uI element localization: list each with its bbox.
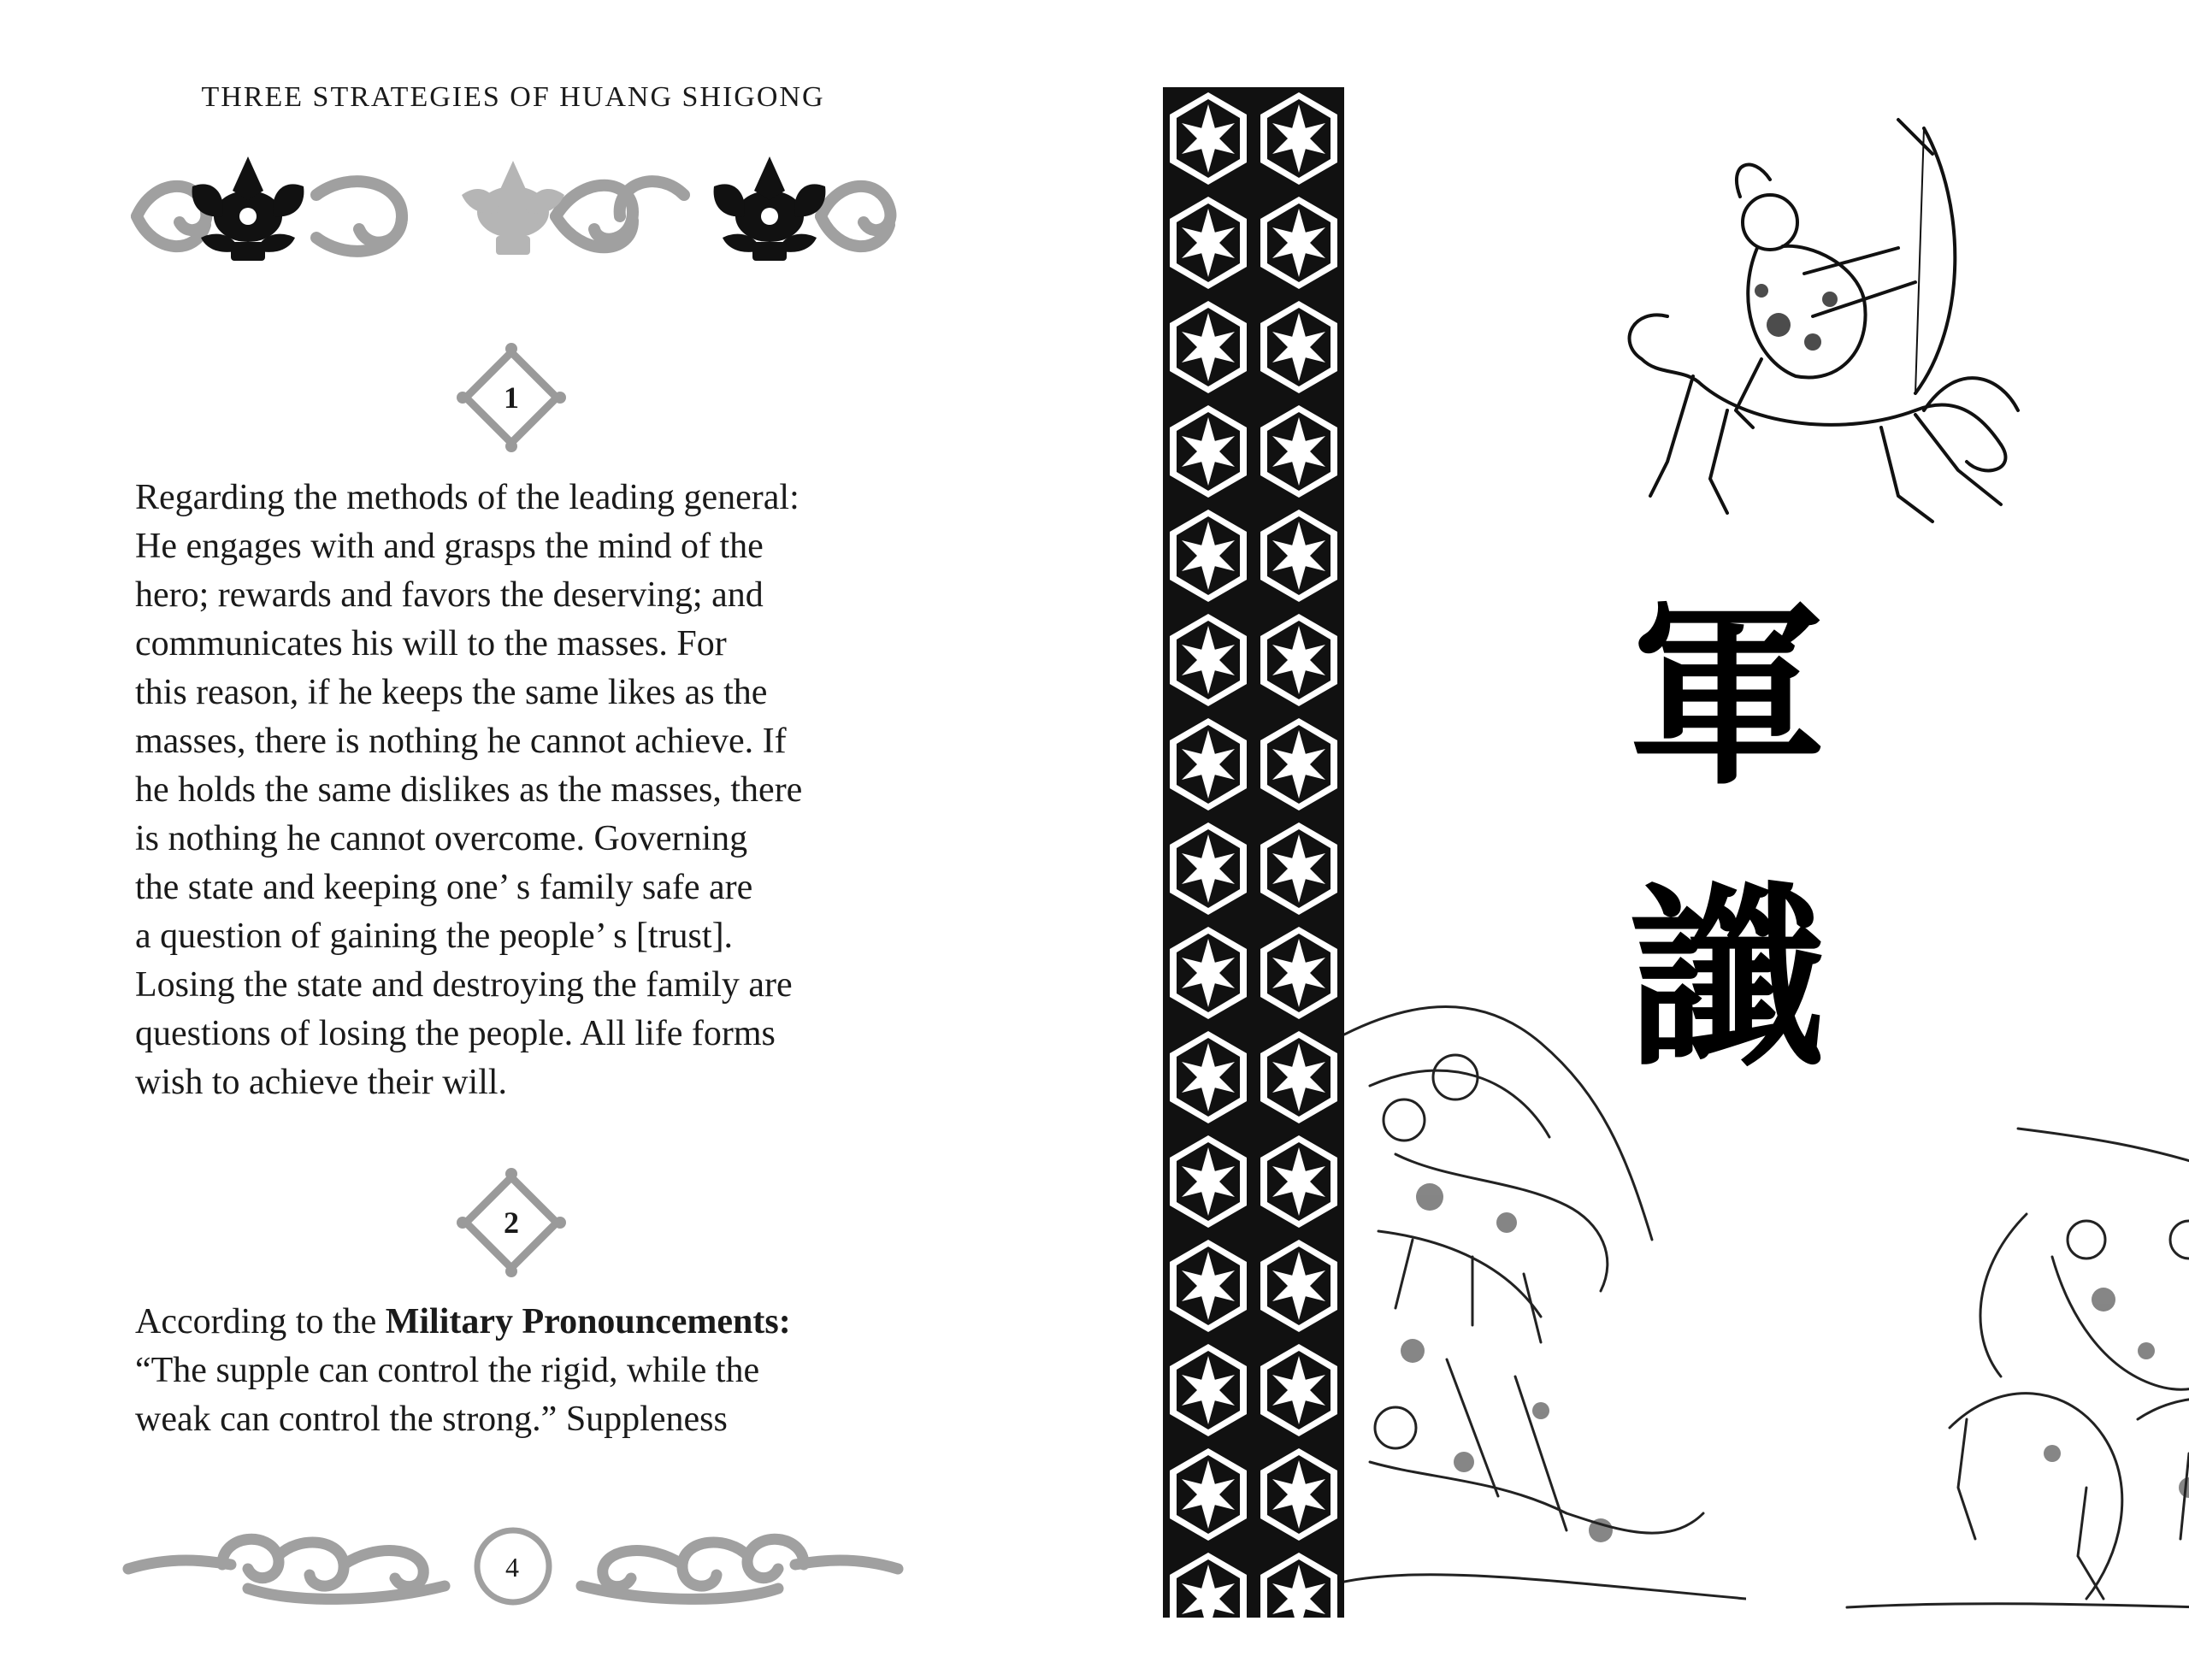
text-line: communicates his will to the masses. For — [135, 624, 727, 663]
text-line: he holds the same dislikes as the masses, there — [135, 770, 803, 810]
text-line: the state and keeping one’ s family safe are — [135, 868, 753, 907]
running-head: THREE STRATEGIES OF HUANG SHIGONG — [201, 81, 825, 113]
text-line: He engages with and grasps the mind of the — [135, 527, 764, 566]
section-number-2 — [456, 1167, 567, 1278]
section-number-label: 2 — [504, 1205, 519, 1240]
text-line: hero; rewards and favors the deserving; and — [135, 575, 764, 615]
section-1-paragraph — [135, 474, 922, 1107]
lotus-scroll-ornament-icon — [120, 144, 906, 272]
battle-scene-illustration-left — [1344, 983, 1746, 1618]
battle-scene-illustration-right — [1744, 1009, 2189, 1618]
text-line: questions of losing the people. All life forms — [135, 1014, 776, 1053]
page-number: 4 — [505, 1552, 519, 1583]
text-line: is nothing he cannot overcome. Governing — [135, 819, 748, 858]
source-title: Military Pronouncements: — [385, 1302, 791, 1341]
text-line: wish to achieve their will. — [135, 1063, 508, 1102]
text-line: “The supple can control the rigid, while the — [135, 1351, 760, 1390]
text-line: Losing the state and destroying the family are — [135, 965, 793, 1005]
calligraphy-character-2: 讖 — [1628, 864, 1826, 1094]
right-page — [1094, 0, 2189, 1680]
intro-text: According to the — [135, 1302, 386, 1341]
section-number-1 — [456, 342, 567, 453]
text-line: this reason, if he keeps the same likes as the — [135, 673, 768, 712]
mounted-archer-illustration — [1556, 103, 2035, 590]
hexagram-lattice-icon — [1163, 87, 1344, 1618]
text-line: weak can control the strong.” Suppleness — [135, 1400, 728, 1439]
left-page — [0, 0, 1094, 1680]
section-number-label: 1 — [504, 380, 519, 415]
text-line: masses, there is nothing he cannot achieve. If — [135, 722, 787, 761]
section-2-paragraph — [135, 1298, 922, 1444]
text-line — [135, 1298, 922, 1347]
calligraphy-character-1: 軍 — [1628, 581, 1826, 812]
text-line: a question of gaining the people’ s [trust]. — [135, 917, 734, 956]
text-line: Regarding the methods of the leading general: — [135, 478, 799, 517]
